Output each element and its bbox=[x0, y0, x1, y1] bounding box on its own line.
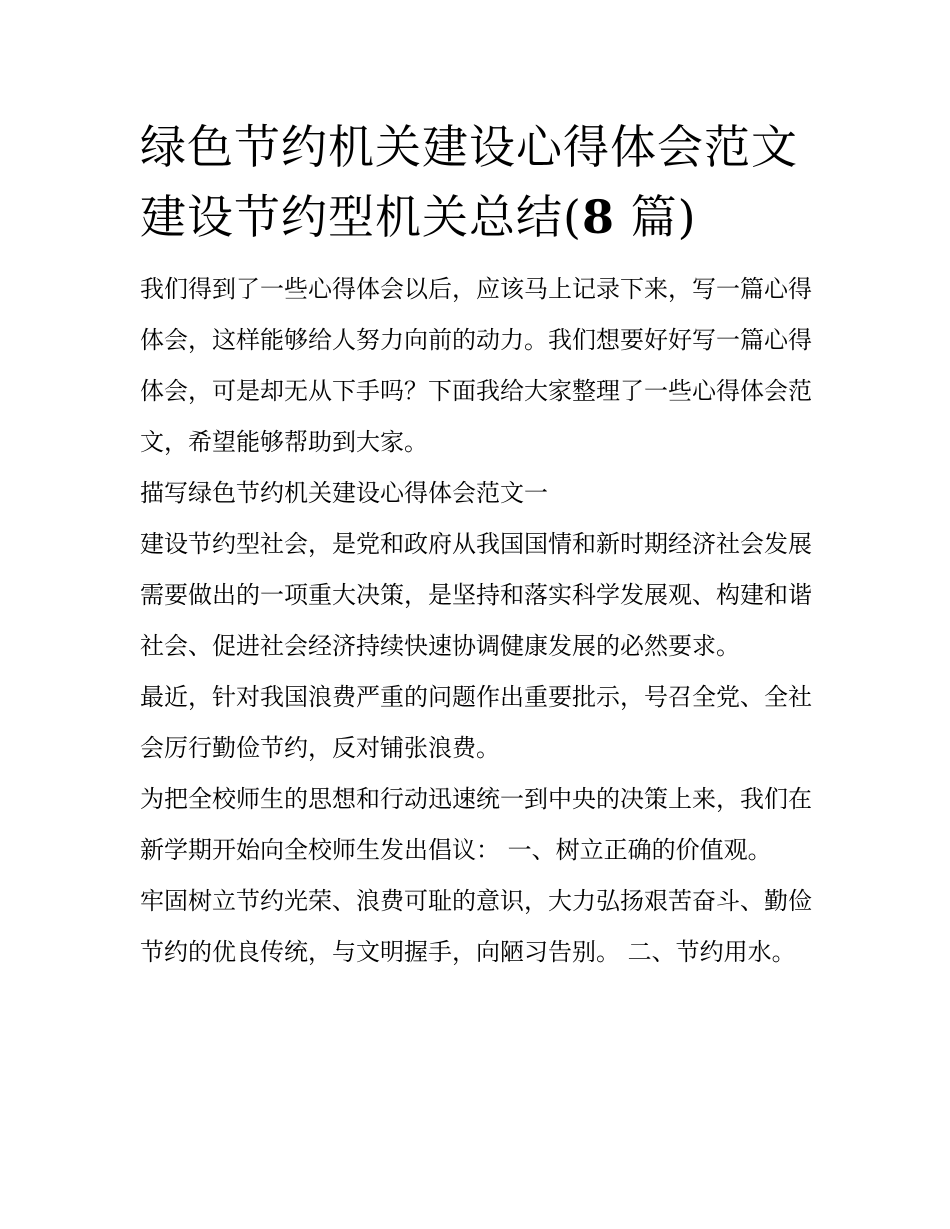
body-paragraph: 为把全校师生的思想和行动迅速统一到中央的决策上来，我们在新学期开始向全校师生发出倡议： 一、树立正确的价值观。 bbox=[140, 785, 812, 864]
title-number: 8 bbox=[581, 190, 615, 244]
title-suffix: 篇) bbox=[614, 190, 697, 244]
section-heading: 描写绿色节约机关建设心得体会范文一 bbox=[140, 479, 548, 507]
document-page bbox=[140, 112, 812, 978]
body-paragraph: 建设节约型社会，是党和政府从我国国情和新时期经济社会发展需要做出的一项重大决策，是坚持和落实科学发展观、构建和谐社会、促进社会经济持续快速协调健康发展的必然要求。 bbox=[140, 530, 812, 660]
body-paragraph: 最近，针对我国浪费严重的问题作出重要批示，号召全党、全社会厉行勤俭节约，反对铺张浪费。 bbox=[140, 683, 812, 762]
title-text: 绿色节约机关建设心得体会范文 建设节约型机关总结( bbox=[140, 120, 798, 244]
intro-paragraph: 我们得到了一些心得体会以后，应该马上记录下来，写一篇心得体会，这样能够给人努力向前的动力。我们想要好好写一篇心得体会，可是却无从下手吗？下面我给大家整理了一些心得体会范文，希望能够帮助到大家。 bbox=[140, 275, 812, 456]
document-title bbox=[140, 112, 812, 252]
body-paragraph: 牢固树立节约光荣、浪费可耻的意识，大力弘扬艰苦奋斗、勤俭节约的优良传统，与文明握手，向陋习告别。 二、节约用水。 bbox=[140, 887, 812, 966]
